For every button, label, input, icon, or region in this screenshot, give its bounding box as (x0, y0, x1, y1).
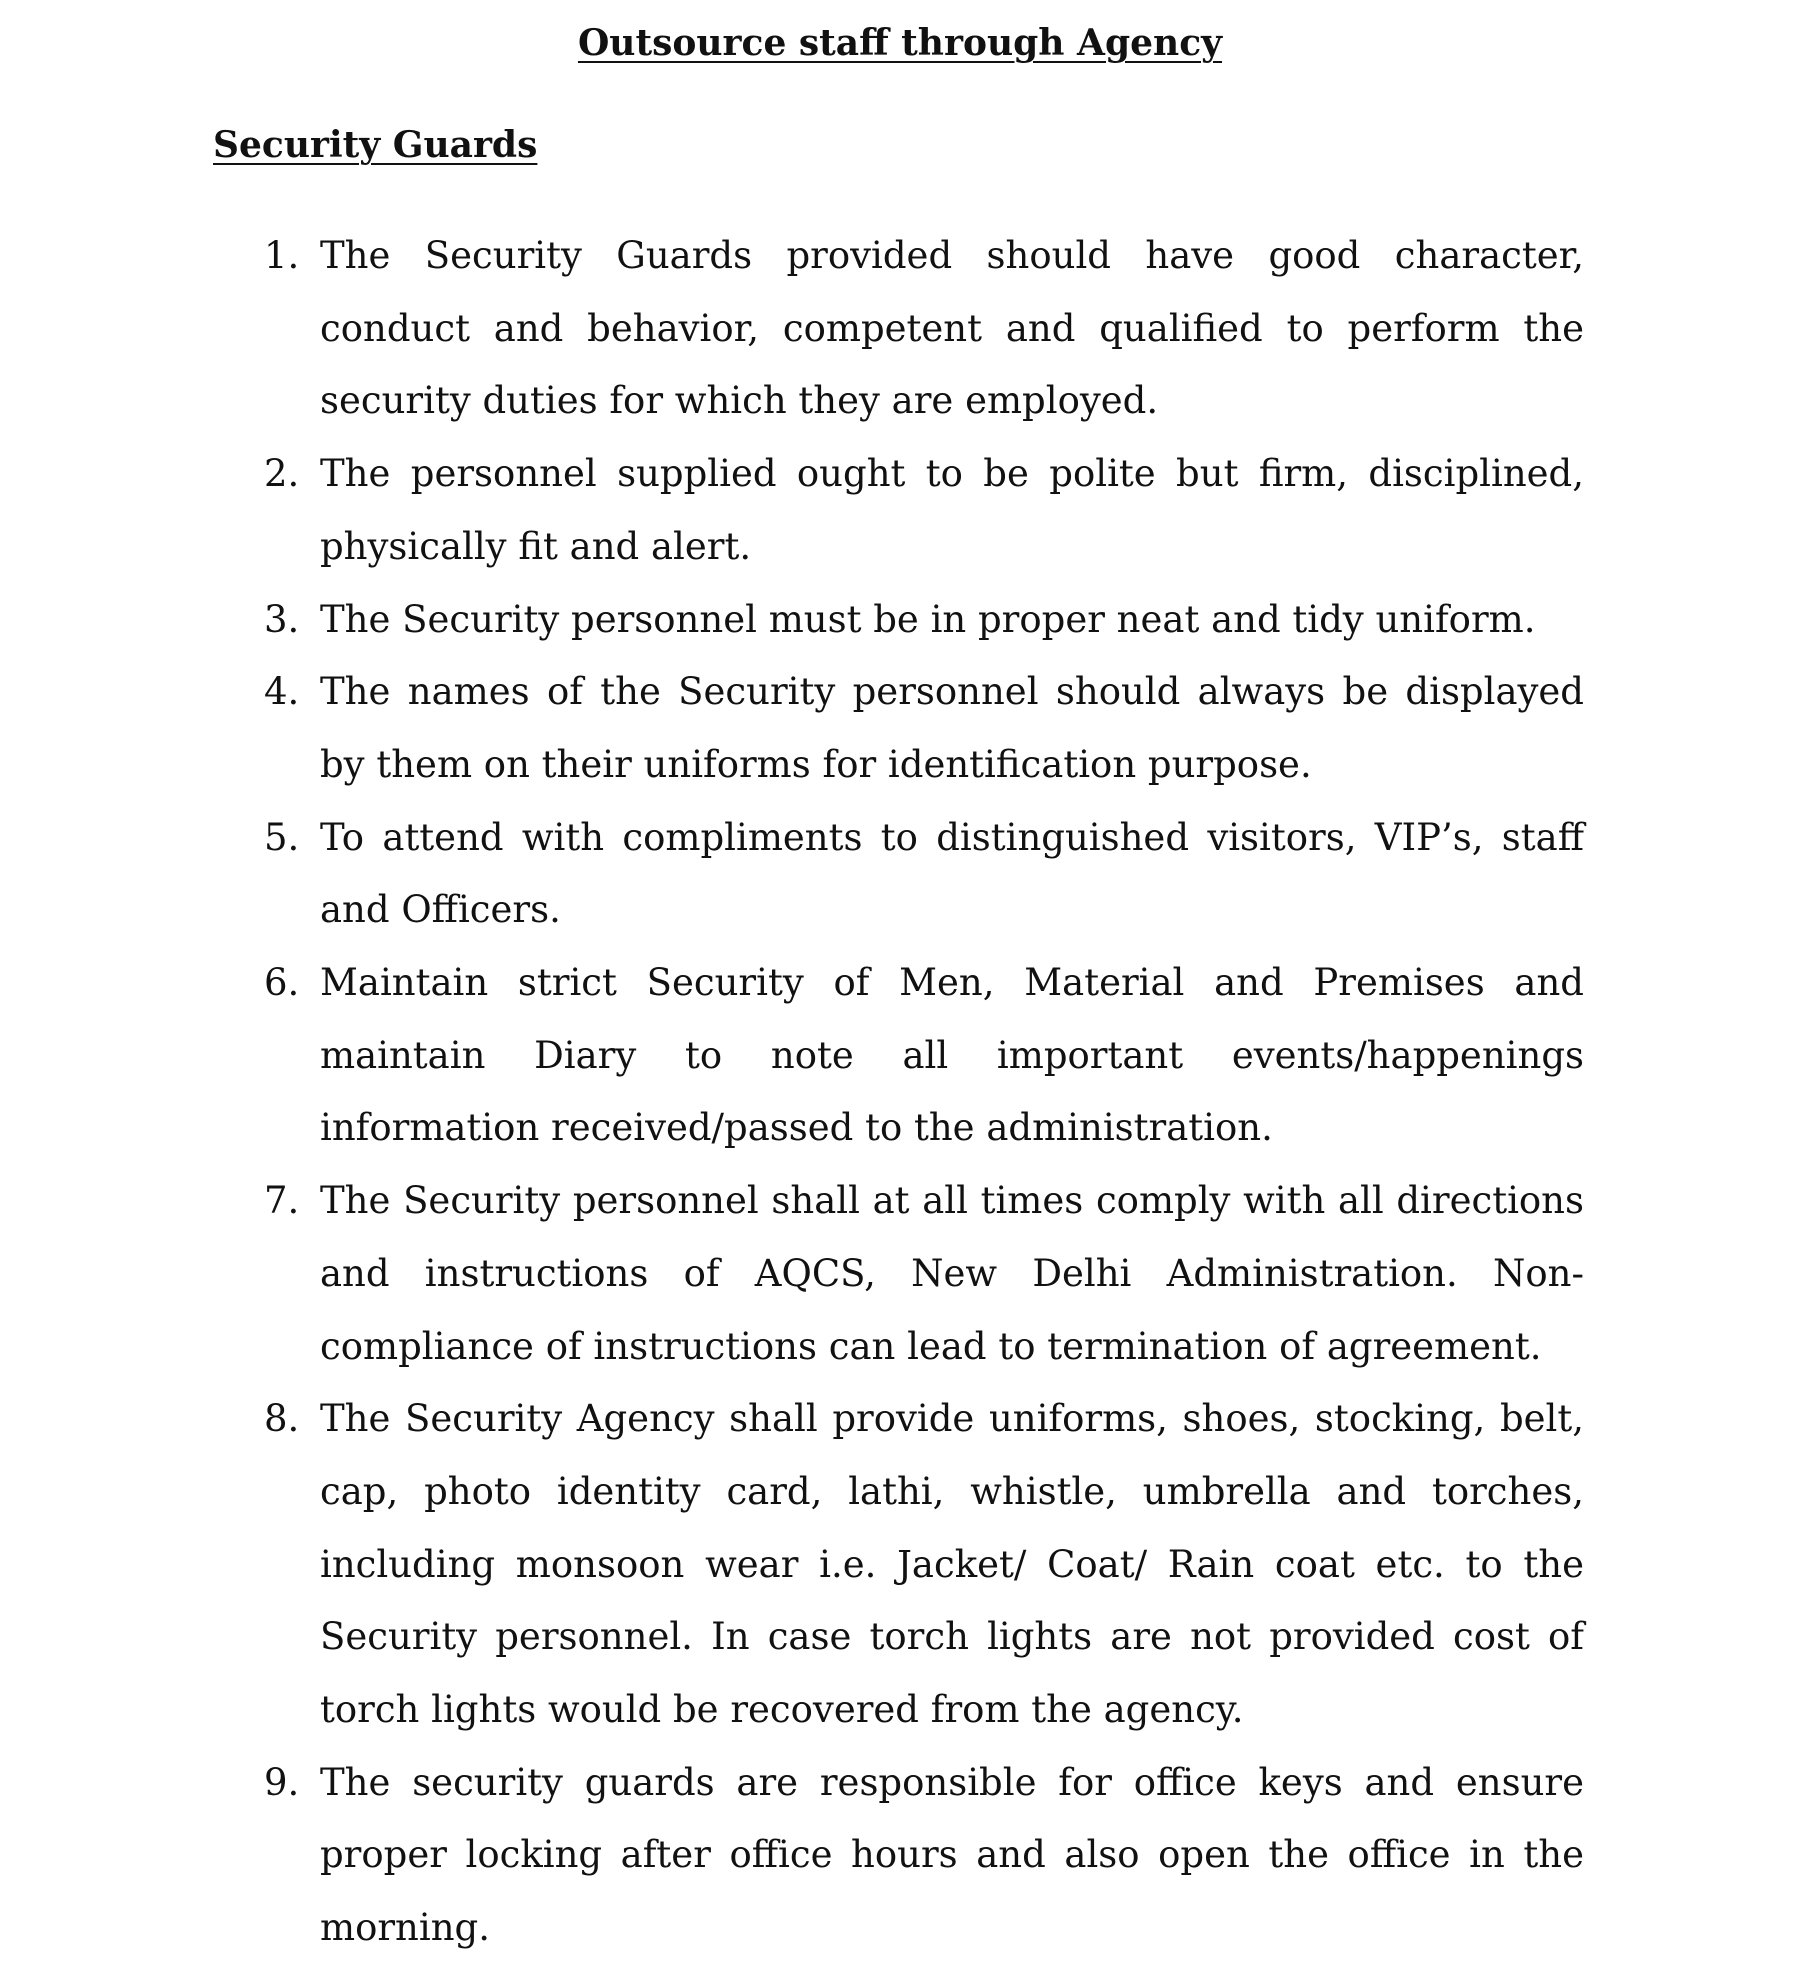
list-item-number: 4. (264, 670, 300, 714)
list-item-number: 6. (264, 961, 300, 1005)
section-heading: Security Guards (213, 124, 538, 166)
list-item-text: The security guards are responsible for office keys and ensure proper locking after office hours and also open the office in the morning. (320, 1760, 1584, 1950)
list-item (258, 584, 1584, 657)
list-item-text: The Security personnel must be in proper neat and tidy uniform. (320, 597, 1536, 641)
list-item (258, 656, 1584, 801)
list-item (258, 1165, 1584, 1383)
list-item (258, 1383, 1584, 1747)
list-item-text: The personnel supplied ought to be polite but firm, disciplined, physically fit and alert. (320, 452, 1584, 568)
list-item (258, 802, 1584, 947)
list-item-number: 1. (264, 234, 300, 277)
document-title-text: Outsource staff through Agency (577, 22, 1223, 64)
rules-list (258, 220, 1584, 1965)
list-item-number: 9. (264, 1760, 300, 1804)
list-item-number: 5. (264, 815, 300, 859)
list-item-number: 3. (264, 597, 300, 641)
list-item-text: To attend with compliments to distinguished visitors, VIP’s, staff and Officers. (320, 815, 1584, 932)
document-title (0, 18, 1800, 68)
list-item-text: Maintain strict Security of Men, Material and Premises and maintain Diary to note all important events/happenings information received/passed to the administration. (320, 961, 1584, 1150)
list-item (258, 438, 1584, 583)
list-item-number: 2. (264, 452, 300, 496)
list-item (258, 947, 1584, 1165)
list-item-text: The names of the Security personnel should always be displayed by them on their uniforms for identification purpose. (320, 670, 1584, 786)
list-item (258, 1747, 1584, 1965)
list-item (258, 220, 1584, 438)
list-item-text: The Security Guards provided should have good character, conduct and behavior, competent and qualified to perform the security duties for which they are employed. (320, 234, 1584, 423)
list-item-number: 8. (264, 1397, 300, 1441)
list-item-text: The Security personnel shall at all times comply with all directions and instructions of AQCS, New Delhi Administration. Non-compliance of instructions can lead to termination of agreement. (320, 1179, 1584, 1368)
list-item-text: The Security Agency shall provide uniforms, shoes, stocking, belt, cap, photo identity card, lathi, whistle, umbrella and torches, including monsoon wear i.e. Jacket/ Coat/ Rain coat etc. to the Security personnel. In case torch lights are not provided cost of torch lights would be recovered from the agency. (320, 1397, 1584, 1732)
list-item-number: 7. (264, 1179, 300, 1223)
